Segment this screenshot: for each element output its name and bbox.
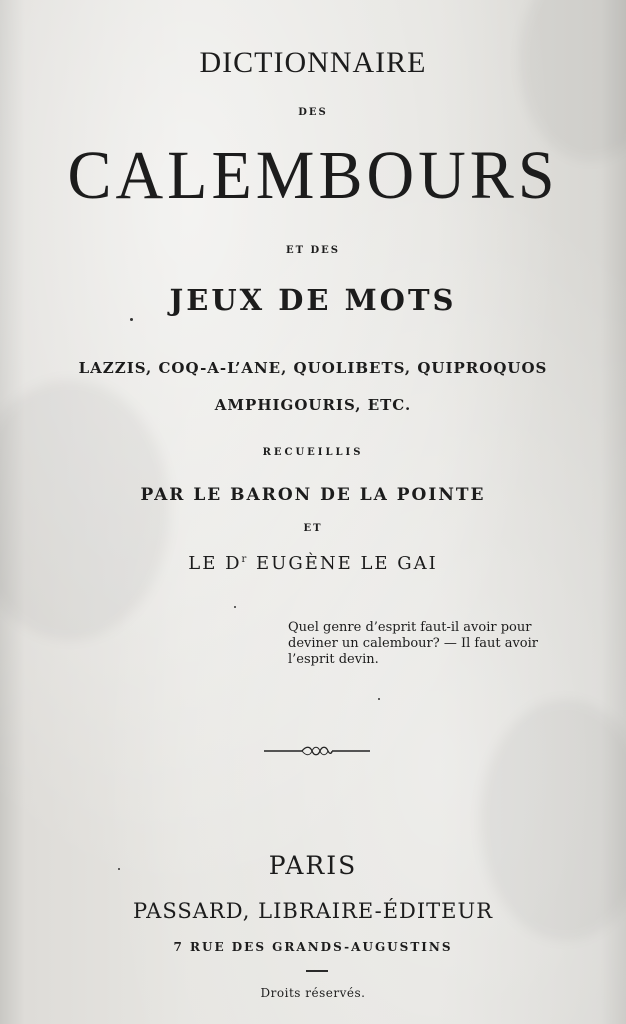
ink-speck — [234, 606, 236, 608]
short-rule-divider — [306, 970, 328, 972]
connector-et-des: ET DES — [285, 245, 341, 256]
ink-speck — [130, 318, 133, 321]
main-title: CALEMBOURS — [67, 137, 559, 214]
epigraph-line-1: Quel genre d’esprit faut-il avoir pour — [288, 620, 532, 635]
epigraph-line-2: deviner un calembour? — Il faut avoir — [288, 636, 538, 651]
imprint-address: 7 RUE DES GRANDS-AUGUSTINS — [173, 940, 453, 954]
rights-notice: Droits réservés. — [260, 986, 366, 1000]
genres-line-1: LAZZIS, COQ-A-L’ANE, QUOLIBETS, QUIPROQUOS — [78, 359, 548, 377]
author-1: PAR LE BARON DE LA POINTE — [140, 485, 486, 505]
imprint-publisher: PASSARD, LIBRAIRE-ÉDITEUR — [132, 899, 494, 923]
imprint-city: PARIS — [268, 851, 358, 880]
author-2 — [0, 553, 626, 574]
collected-by-label: RECUEILLIS — [262, 447, 364, 458]
author-2-superscript: r — [241, 554, 249, 565]
connector-et: ET — [303, 523, 323, 534]
fleuron-rule-icon — [264, 744, 370, 758]
author-2-prefix: LE D — [188, 553, 242, 574]
connector-des: DES — [298, 107, 328, 118]
title-line-dictionnaire: DICTIONNAIRE — [199, 46, 427, 79]
genres-line-2: AMPHIGOURIS, ETC. — [214, 396, 412, 414]
paper-fold-shadow — [0, 380, 170, 640]
author-2-name: EUGÈNE LE GAI — [248, 553, 438, 574]
ink-speck — [378, 698, 380, 700]
epigraph-line-3: l’esprit devin. — [288, 652, 379, 667]
epigraph — [288, 620, 578, 668]
ink-speck — [118, 868, 120, 870]
subtitle: JEUX DE MOTS — [169, 283, 457, 317]
